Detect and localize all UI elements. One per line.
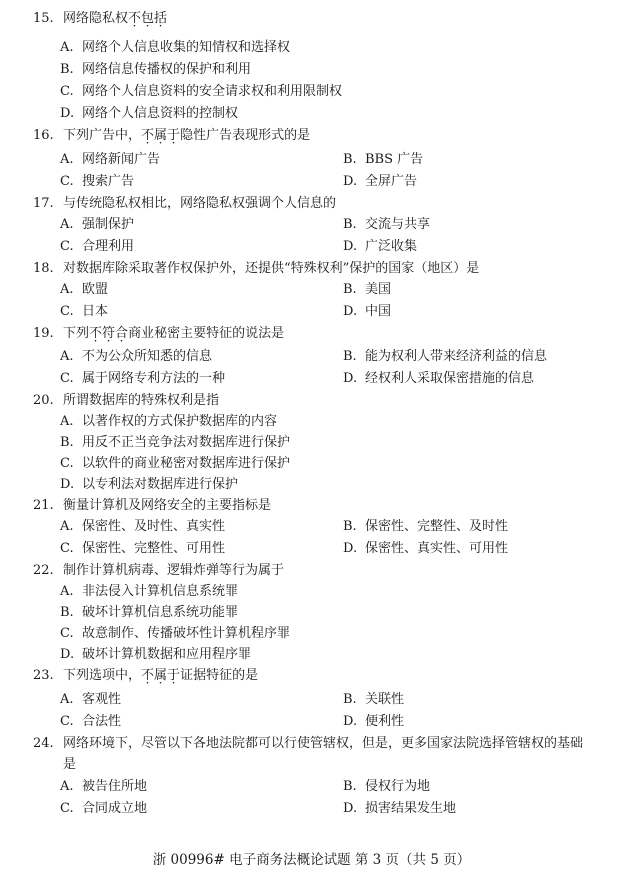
emphasis-char: 括 [154, 11, 168, 26]
question-20 [33, 390, 603, 411]
question-text: 网络隐私权不包括 [63, 11, 168, 26]
emphasis-char: 属 [154, 668, 168, 683]
emphasis-char: 不 [128, 11, 142, 26]
option-18-d[interactable]: D. 中国 [343, 304, 392, 319]
option-18-a[interactable]: A. 欧盟 [60, 282, 109, 297]
emphasis-char: 不 [141, 128, 155, 143]
question-number: 19. [33, 326, 54, 341]
question-22 [33, 560, 603, 581]
option-17-a[interactable]: A. 强制保护 [60, 217, 135, 232]
option-20-d[interactable]: D. 以专利法对数据库进行保护 [60, 477, 239, 492]
option-16-d[interactable]: D. 全屏广告 [343, 174, 418, 189]
option-17-c[interactable]: C. 合理利用 [60, 239, 135, 254]
question-number: 21. [33, 498, 54, 513]
emphasis-char: 于 [167, 128, 181, 143]
option-23-c[interactable]: C. 合法性 [60, 714, 122, 729]
option-19-c[interactable]: C. 属于网络专利方法的一种 [60, 371, 226, 386]
option-16-a[interactable]: A. 网络新闻广告 [60, 152, 161, 167]
question-number: 16. [33, 128, 54, 143]
emphasis-char: 包 [141, 11, 155, 26]
option-24-b[interactable]: B. 侵权行为地 [343, 779, 431, 794]
option-15-c[interactable]: C. 网络个人信息资料的安全请求权和利用限制权 [60, 84, 343, 99]
option-19-d[interactable]: D. 经权利人采取保密措施的信息 [343, 371, 535, 386]
option-21-d[interactable]: D. 保密性、真实性、可用性 [343, 541, 509, 556]
option-23-d[interactable]: D. 便利性 [343, 714, 405, 729]
question-19 [33, 323, 603, 344]
page-footer: 浙 00996# 电子商务法概论试题 第 3 页（共 5 页） [152, 852, 471, 868]
option-18-b[interactable]: B. 美国 [343, 282, 392, 297]
question-text: 下列不符合商业秘密主要特征的说法是 [63, 326, 285, 341]
option-16-b[interactable]: B. BBS 广告 [343, 152, 424, 167]
option-23-b[interactable]: B. 关联性 [343, 692, 405, 707]
option-15-d[interactable]: D. 网络个人信息资料的控制权 [60, 106, 239, 121]
question-number: 20. [33, 393, 54, 408]
option-15-a[interactable]: A. 网络个人信息收集的知情权和选择权 [60, 40, 291, 55]
option-21-b[interactable]: B. 保密性、完整性、及时性 [343, 519, 509, 534]
emphasis-char: 符 [102, 326, 116, 341]
question-text: 对数据库除采取著作权保护外，还提供“特殊权利”保护的国家（地区）是 [63, 261, 480, 276]
option-24-d[interactable]: D. 损害结果发生地 [343, 801, 457, 816]
question-24 [33, 733, 588, 775]
option-19-b[interactable]: B. 能为权利人带来经济利益的信息 [343, 349, 548, 364]
option-23-a[interactable]: A. 客观性 [60, 692, 122, 707]
question-text: 衡量计算机及网络安全的主要指标是 [63, 498, 272, 513]
option-22-a[interactable]: A. 非法侵入计算机信息系统罪 [60, 584, 239, 599]
emphasis-char: 不 [89, 326, 103, 341]
question-23 [33, 665, 603, 686]
question-text: 制作计算机病毒、逻辑炸弹等行为属于 [63, 563, 285, 578]
option-22-d[interactable]: D. 破坏计算机数据和应用程序罪 [60, 647, 252, 662]
question-number: 22. [33, 563, 54, 578]
option-17-b[interactable]: B. 交流与共享 [343, 217, 431, 232]
emphasis-char: 属 [154, 128, 168, 143]
option-16-c[interactable]: C. 搜索广告 [60, 174, 135, 189]
question-number: 17. [33, 196, 54, 211]
question-text: 所谓数据库的特殊权利是指 [63, 393, 220, 408]
emphasis-char: 于 [167, 668, 181, 683]
question-number: 15. [33, 11, 54, 26]
question-18 [33, 258, 603, 279]
question-21 [33, 495, 603, 516]
question-text: 与传统隐私权相比，网络隐私权强调个人信息的 [63, 196, 337, 211]
question-number: 24. [33, 736, 54, 751]
option-17-d[interactable]: D. 广泛收集 [343, 239, 418, 254]
option-22-c[interactable]: C. 故意制作、传播破坏性计算机程序罪 [60, 626, 291, 641]
option-20-c[interactable]: C. 以软件的商业秘密对数据库进行保护 [60, 456, 291, 471]
emphasis-char: 合 [115, 326, 129, 341]
option-20-a[interactable]: A. 以著作权的方式保护数据库的内容 [60, 414, 278, 429]
option-21-a[interactable]: A. 保密性、及时性、真实性 [60, 519, 226, 534]
question-text: 下列广告中，不属于隐性广告表现形式的是 [63, 128, 311, 143]
option-24-a[interactable]: A. 被告住所地 [60, 779, 148, 794]
question-number: 18. [33, 261, 54, 276]
question-text: 网络环境下，尽管以下各地法院都可以行使管辖权，但是，更多国家法院选择管辖权的基础是 [63, 736, 584, 772]
option-18-c[interactable]: C. 日本 [60, 304, 109, 319]
question-15 [33, 8, 603, 29]
emphasis-char: 不 [141, 668, 155, 683]
question-17 [33, 193, 603, 214]
question-number: 23. [33, 668, 54, 683]
option-20-b[interactable]: B. 用反不正当竞争法对数据库进行保护 [60, 435, 291, 450]
option-15-b[interactable]: B. 网络信息传播权的保护和利用 [60, 62, 252, 77]
question-text: 下列选项中，不属于证据特征的是 [63, 668, 259, 683]
option-22-b[interactable]: B. 破坏计算机信息系统功能罪 [60, 605, 239, 620]
question-16 [33, 125, 603, 146]
option-24-c[interactable]: C. 合同成立地 [60, 801, 148, 816]
option-19-a[interactable]: A. 不为公众所知悉的信息 [60, 349, 213, 364]
option-21-c[interactable]: C. 保密性、完整性、可用性 [60, 541, 226, 556]
